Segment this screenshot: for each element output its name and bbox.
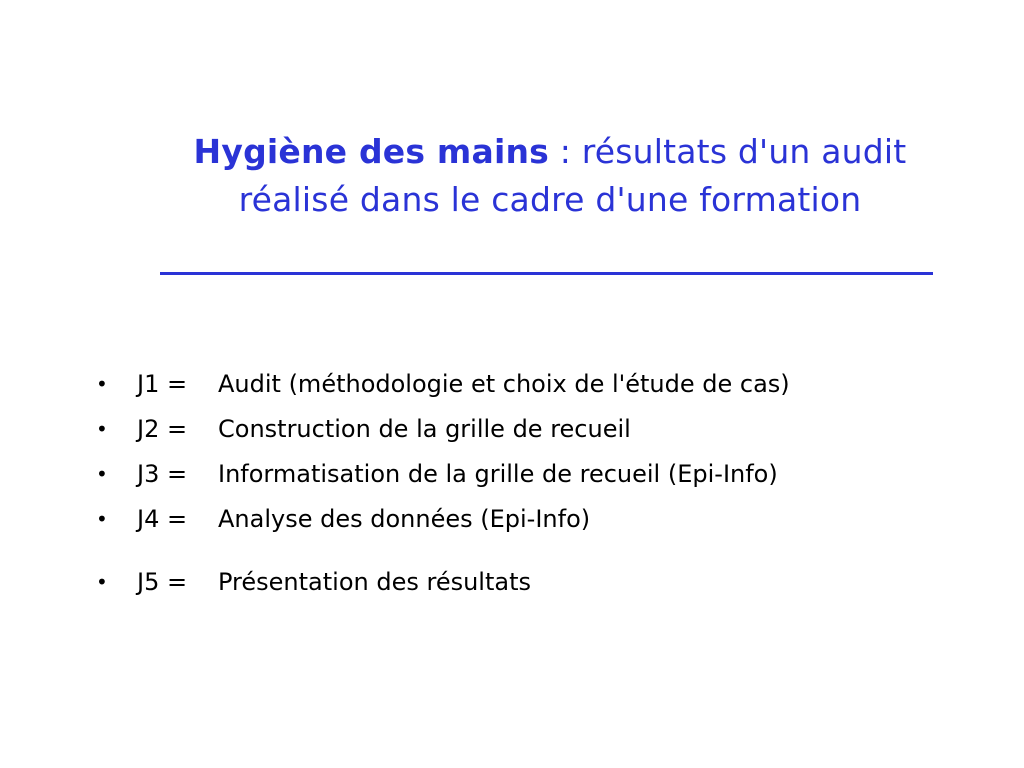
- bullet-day-label: J4 =: [137, 505, 188, 533]
- title-bold-part: Hygiène des mains: [193, 132, 549, 171]
- bullet-icon: •: [96, 417, 108, 441]
- title-line1-rest: : résultats d'un audit: [549, 132, 907, 171]
- bullet-item-j5: [96, 560, 976, 605]
- title-underline-rule: [160, 272, 933, 275]
- bullet-text: Informatisation de la grille de recueil (Epi-Info): [218, 460, 778, 488]
- bullet-item-j1: [96, 362, 976, 407]
- bullet-text: Présentation des résultats: [218, 568, 532, 596]
- bullet-day-label: J5 =: [137, 568, 188, 596]
- bullet-day-label: J3 =: [137, 460, 188, 488]
- bullet-item-j4: [96, 497, 976, 542]
- bullet-item-j2: [96, 407, 976, 452]
- title-line2: réalisé dans le cadre d'une formation: [238, 180, 862, 219]
- bullet-day-label: J1 =: [137, 370, 188, 398]
- slide-title: [130, 128, 970, 224]
- bullet-day-label: J2 =: [137, 415, 188, 443]
- bullet-text: Analyse des données (Epi-Info): [218, 505, 591, 533]
- bullet-icon: •: [96, 372, 108, 396]
- bullet-icon: •: [96, 570, 108, 594]
- bullet-item-j3: [96, 452, 976, 497]
- bullet-text: Construction de la grille de recueil: [218, 415, 631, 443]
- bullet-list: [96, 362, 976, 605]
- bullet-icon: •: [96, 462, 108, 486]
- bullet-icon: •: [96, 507, 108, 531]
- bullet-text: Audit (méthodologie et choix de l'étude de cas): [218, 370, 790, 398]
